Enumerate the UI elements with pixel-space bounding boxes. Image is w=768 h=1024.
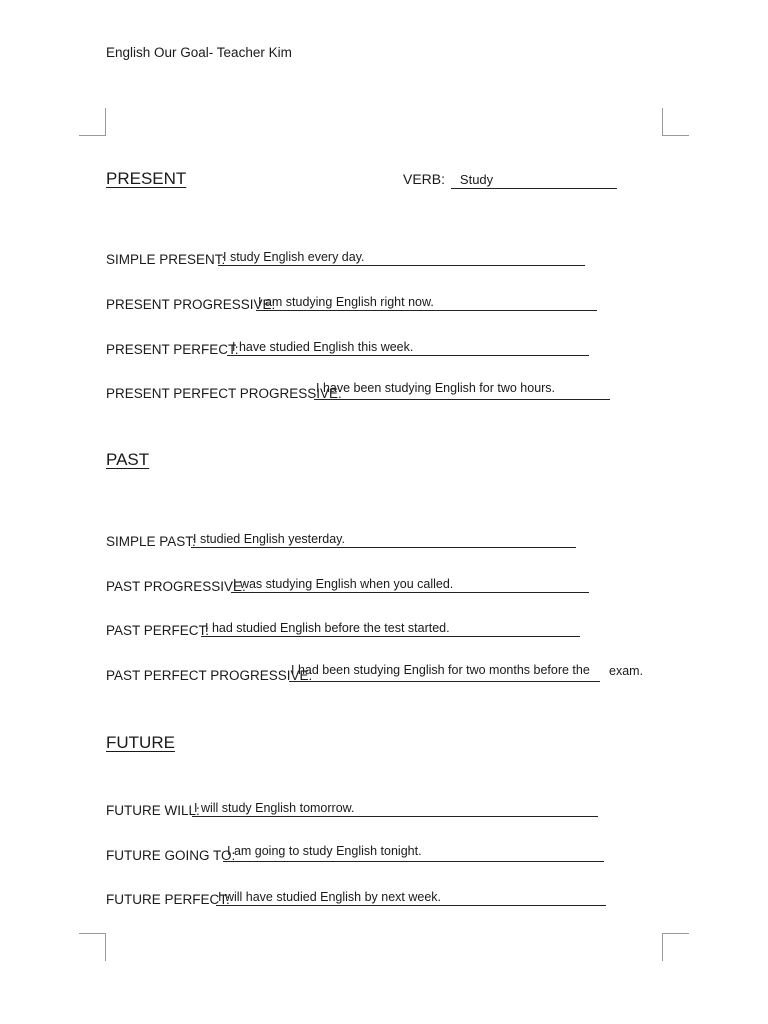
row-future-perfect: [106, 890, 442, 907]
row-simple-present: [106, 250, 365, 267]
answer-line[interactable]: I will have studied English by next week.: [216, 890, 606, 906]
row-label: PAST PERFECT:: [106, 623, 210, 638]
answer-line[interactable]: I had been studying English for two months before the: [289, 663, 600, 682]
row-label: FUTURE WILL:: [106, 803, 200, 818]
row-label: FUTURE PERFECT:: [106, 892, 230, 907]
answer-line[interactable]: I was studying English when you called.: [231, 577, 589, 593]
row-label: SIMPLE PAST:: [106, 534, 196, 549]
answer-line[interactable]: I had studied English before the test started.: [201, 621, 580, 637]
row-present-perfect: [106, 340, 414, 357]
row-label: PRESENT PROGRESSIVE:: [106, 297, 276, 312]
row-label: SIMPLE PRESENT:: [106, 252, 226, 267]
answer-line[interactable]: I will study English tomorrow.: [192, 801, 598, 817]
answer-line[interactable]: I have been studying English for two hours.: [314, 381, 610, 400]
section-title-future: FUTURE: [106, 733, 175, 752]
page-header: English Our Goal- Teacher Kim: [106, 45, 292, 60]
row-label: PRESENT PERFECT:: [106, 342, 239, 357]
section-title-present: PRESENT: [106, 169, 187, 188]
row-label: PAST PERFECT PROGRESSIVE:: [106, 668, 313, 683]
answer-line[interactable]: I studied English yesterday.: [191, 532, 576, 548]
row-future-going-to: [106, 844, 422, 863]
verb-field: [403, 171, 617, 189]
answer-overflow: exam.: [609, 664, 644, 678]
row-past-perfect-progressive: [106, 663, 644, 683]
row-present-progressive: [106, 295, 434, 312]
answer-line[interactable]: I am studying English right now.: [256, 295, 597, 311]
row-simple-past: [106, 532, 345, 549]
answer-line[interactable]: I have studied English this week.: [227, 340, 589, 356]
verb-label: VERB:: [403, 171, 446, 187]
row-past-progressive: [106, 577, 454, 594]
answer-line[interactable]: I am going to study English tonight.: [223, 844, 604, 862]
row-label: PRESENT PERFECT PROGRESSIVE:: [106, 386, 342, 401]
row-label: PAST PROGRESSIVE:: [106, 579, 246, 594]
verb-value[interactable]: Study: [451, 172, 617, 189]
row-label: FUTURE GOING TO:: [106, 848, 236, 863]
row-future-will: [106, 801, 355, 818]
section-title-past: PAST: [106, 450, 150, 469]
row-past-perfect: [106, 621, 450, 638]
row-present-perfect-progressive: [106, 381, 556, 401]
answer-line[interactable]: I study English every day.: [218, 250, 585, 266]
